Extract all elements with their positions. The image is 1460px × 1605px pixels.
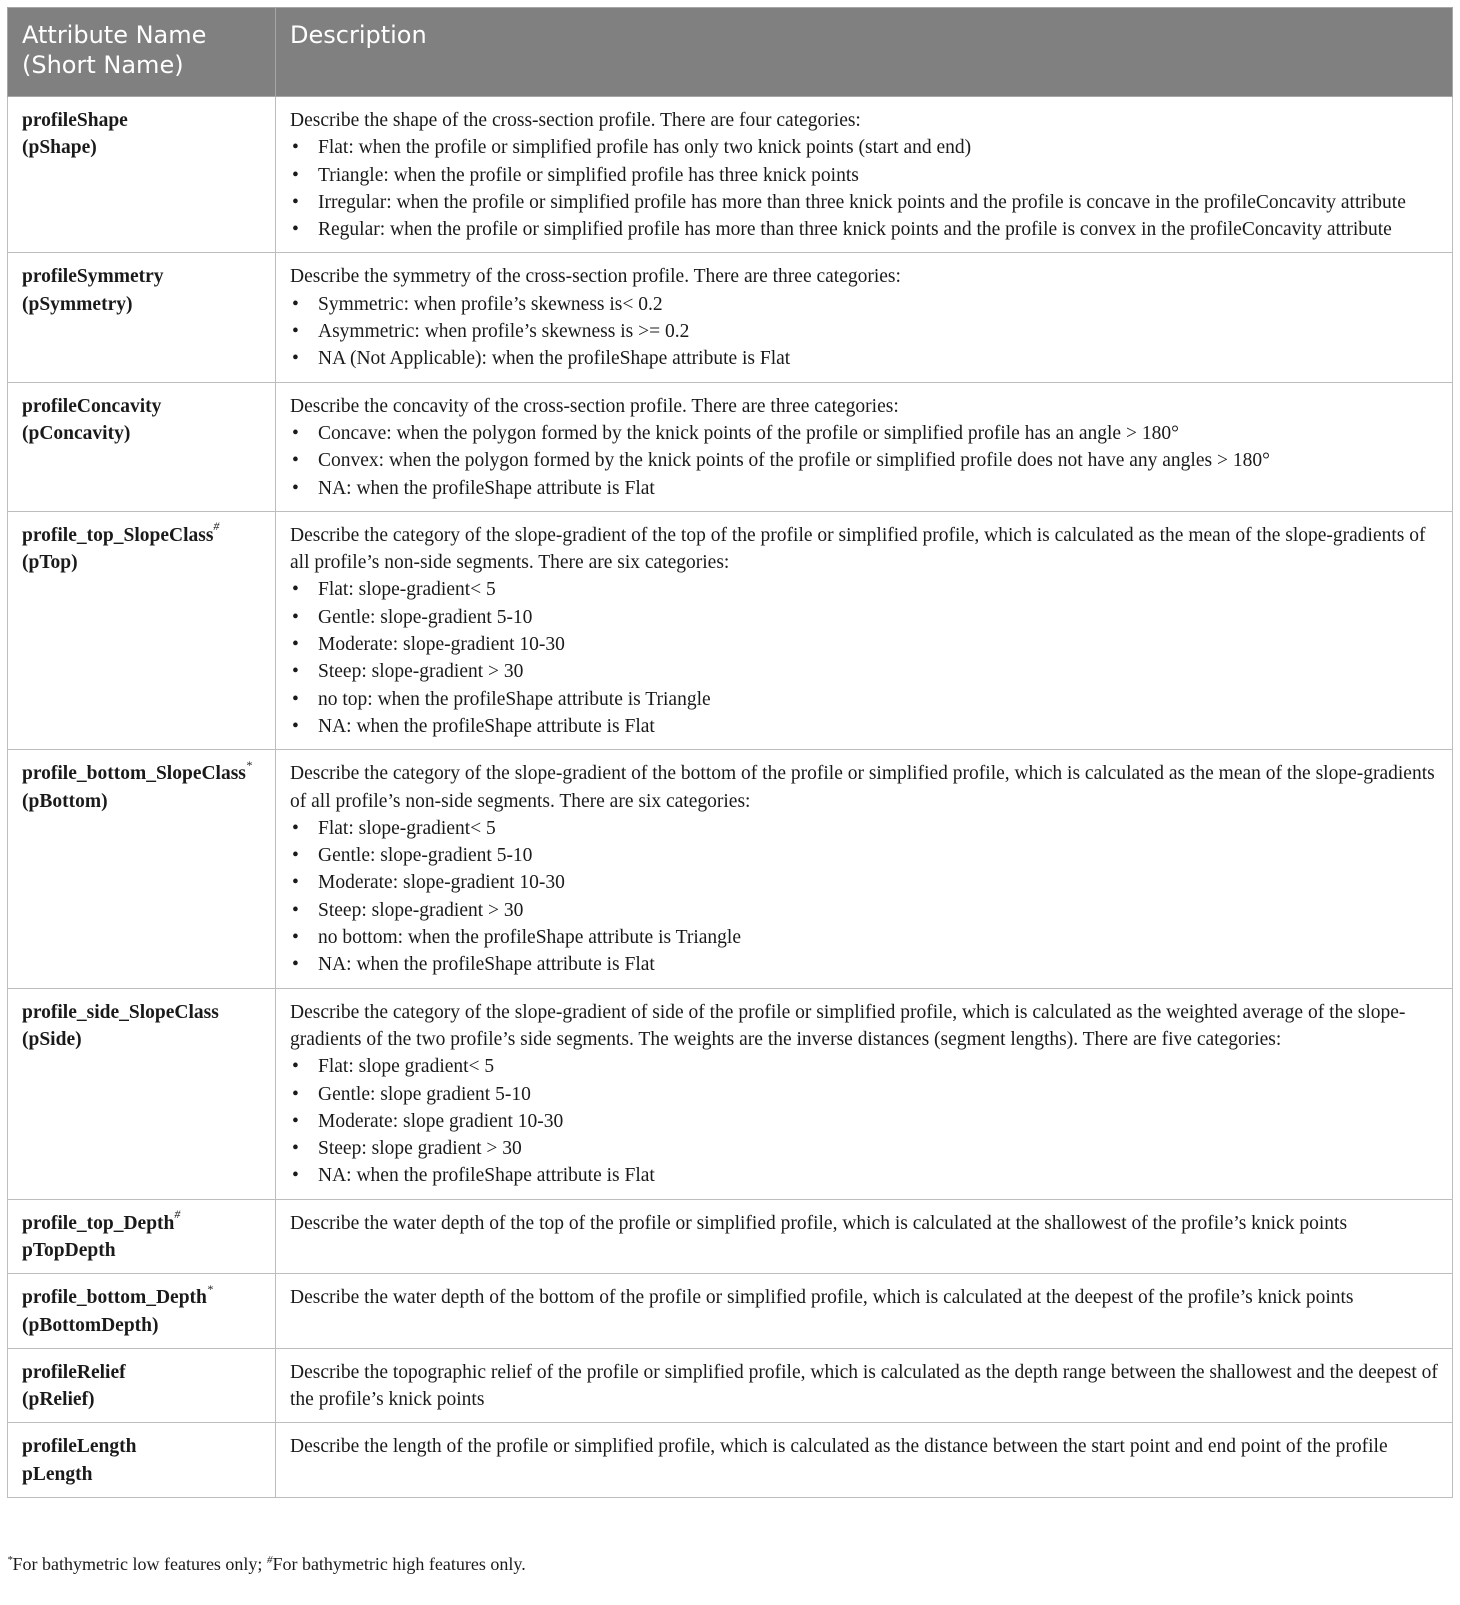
bullet-item	[290, 447, 1438, 474]
bullet-item	[290, 1053, 1438, 1080]
bullet-text: Flat: when the profile or simplified profile has only two knick points (start and end)	[318, 137, 972, 159]
bullet-dot-icon: •	[292, 899, 299, 921]
description-cell	[276, 253, 1453, 382]
bullet-dot-icon: •	[292, 634, 299, 656]
attribute-short-name: (pTop)	[22, 552, 78, 574]
attribute-name-cell	[8, 1199, 276, 1274]
bullet-item	[290, 345, 1438, 372]
bullet-item	[290, 631, 1438, 658]
attribute-name-line	[22, 107, 261, 134]
attribute-name: profileShape	[22, 110, 128, 131]
description-text: Describe the category of the slope-gradient of the bottom of the profile or simplified profile, which is calculated as the mean of the slope-gradients of all profile’s non-side segments. There are six categories:	[290, 763, 1435, 812]
attribute-name: profileSymmetry	[22, 266, 164, 288]
bullet-text: Steep: slope-gradient > 30	[318, 899, 524, 921]
attribute-name: profileConcavity	[22, 395, 162, 417]
attribute-name-line	[22, 999, 261, 1026]
table-row	[8, 511, 1453, 749]
table-row	[8, 1274, 1453, 1349]
description-cell	[276, 1348, 1453, 1423]
header-attribute-name: Attribute Name (Short Name)	[8, 8, 276, 97]
attribute-footnote-mark: #	[213, 519, 220, 534]
table-header	[8, 8, 1453, 97]
bullet-item	[290, 924, 1438, 951]
bullet-item	[290, 686, 1438, 713]
bullet-text: no bottom: when the profileShape attribute is Triangle	[318, 927, 741, 949]
table-row	[8, 1423, 1453, 1498]
attribute-name-line	[22, 393, 261, 420]
bullet-dot-icon: •	[292, 477, 299, 499]
description-text: Describe the category of the slope-gradient of side of the profile or simplified profile, which is calculated as the weighted average of the slope-gradients of the two profile’s side segments. The weights are the inverse distances (segment lengths). There are five categories:	[290, 1001, 1406, 1050]
bullet-dot-icon: •	[292, 1138, 299, 1160]
attribute-short-name: (pSymmetry)	[22, 293, 133, 315]
bullet-text: Convex: when the polygon formed by the knick points of the profile or simplified profile does not have any angles > 180°	[318, 450, 1270, 472]
table-row	[8, 750, 1453, 988]
attribute-short-name: (pBottomDepth)	[22, 1314, 159, 1336]
bullet-item	[290, 951, 1438, 978]
table-footnote	[7, 1552, 526, 1576]
table-row	[8, 1348, 1453, 1423]
attribute-table-container	[7, 7, 1452, 1498]
description-cell	[276, 988, 1453, 1199]
description-text: Describe the water depth of the top of the profile or simplified profile, which is calculated at the shallowest of the profile’s knick points	[290, 1212, 1348, 1234]
description-cell	[276, 1423, 1453, 1498]
attribute-short-name: (pShape)	[22, 137, 97, 159]
bullet-text: NA: when the profileShape attribute is Flat	[318, 477, 655, 499]
bullet-dot-icon: •	[292, 1110, 299, 1132]
attribute-name-cell	[8, 1423, 276, 1498]
attribute-name: profileLength	[22, 1436, 137, 1458]
description-text: Describe the symmetry of the cross-section profile. There are three categories:	[290, 266, 901, 288]
bullet-dot-icon: •	[292, 817, 299, 839]
attribute-name: profileRelief	[22, 1361, 126, 1383]
attribute-name-line	[22, 757, 261, 787]
bullet-dot-icon: •	[292, 219, 299, 241]
table-row	[8, 253, 1453, 382]
bullet-dot-icon: •	[292, 1165, 299, 1187]
bullet-item	[290, 216, 1438, 243]
footnote-hash-mark: #	[266, 1554, 273, 1566]
bullet-text: Triangle: when the profile or simplified profile has three knick points	[318, 164, 859, 186]
attribute-name-cell	[8, 97, 276, 253]
bullet-text: NA (Not Applicable): when the profileShape attribute is Flat	[318, 348, 791, 370]
bullet-item	[290, 475, 1438, 502]
attribute-name-cell	[8, 1274, 276, 1349]
bullet-text: Gentle: slope gradient 5-10	[318, 1083, 531, 1105]
table-row	[8, 1199, 1453, 1274]
bullet-dot-icon: •	[292, 348, 299, 370]
table-body	[8, 97, 1453, 1498]
description-cell	[276, 97, 1453, 253]
attribute-footnote-mark: #	[174, 1207, 181, 1222]
attribute-name-cell	[8, 511, 276, 749]
attribute-name-line	[22, 1359, 261, 1386]
bullet-item	[290, 189, 1438, 216]
bullet-text: NA: when the profileShape attribute is Flat	[318, 715, 655, 737]
bullet-text: Moderate: slope-gradient 10-30	[318, 634, 565, 656]
bullet-dot-icon: •	[292, 927, 299, 949]
bullet-item	[290, 658, 1438, 685]
bullet-dot-icon: •	[292, 688, 299, 710]
bullet-item	[290, 162, 1438, 189]
attribute-name-line	[22, 1433, 261, 1460]
attribute-name-cell	[8, 988, 276, 1199]
bullet-dot-icon: •	[292, 1056, 299, 1078]
bullet-dot-icon: •	[292, 164, 299, 186]
bullet-text: Irregular: when the profile or simplified profile has more than three knick points and the profile is concave in the profileConcavity attribute	[318, 191, 1406, 213]
bullet-item	[290, 842, 1438, 869]
bullet-item	[290, 576, 1438, 603]
bullet-text: Gentle: slope-gradient 5-10	[318, 606, 533, 628]
bullet-dot-icon: •	[292, 1083, 299, 1105]
footnote-hash-text: For bathymetric high features only.	[272, 1554, 526, 1574]
bullet-dot-icon: •	[292, 579, 299, 601]
attribute-short-name: (pConcavity)	[22, 422, 131, 444]
bullet-item	[290, 1135, 1438, 1162]
bullet-dot-icon: •	[292, 293, 299, 315]
description-cell	[276, 750, 1453, 988]
bullet-item	[290, 420, 1438, 447]
bullet-text: NA: when the profileShape attribute is Flat	[318, 954, 655, 976]
attribute-name: profile_bottom_SlopeClass	[22, 763, 246, 785]
bullet-text: Flat: slope-gradient< 5	[318, 817, 496, 839]
description-text: Describe the topographic relief of the profile or simplified profile, which is calculated as the depth range between the shallowest and the deepest of the profile’s knick points	[290, 1361, 1438, 1411]
bullet-item	[290, 869, 1438, 896]
bullet-text: Flat: slope-gradient< 5	[318, 579, 496, 601]
description-text: Describe the length of the profile or simplified profile, which is calculated as the distance between the start point and end point of the profile	[290, 1436, 1388, 1458]
header-description: Description	[276, 8, 1453, 97]
description-text: Describe the shape of the cross-section profile. There are four categories:	[290, 110, 861, 131]
bullet-text: Moderate: slope-gradient 10-30	[318, 872, 565, 894]
bullet-text: Asymmetric: when profile’s skewness is >= 0.2	[318, 321, 690, 343]
attribute-short-name: pLength	[22, 1463, 93, 1485]
bullet-dot-icon: •	[292, 606, 299, 628]
attribute-name-cell	[8, 1348, 276, 1423]
bullet-item	[290, 897, 1438, 924]
bullet-item	[290, 604, 1438, 631]
bullet-item	[290, 318, 1438, 345]
attribute-name-line	[22, 1207, 261, 1237]
attribute-name: profile_top_Depth	[22, 1212, 175, 1234]
bullet-item	[290, 1108, 1438, 1135]
bullet-text: Concave: when the polygon formed by the knick points of the profile or simplified profile has an angle > 180°	[318, 422, 1179, 444]
bullet-dot-icon: •	[292, 872, 299, 894]
description-cell	[276, 1274, 1453, 1349]
bullet-dot-icon: •	[292, 715, 299, 737]
bullet-dot-icon: •	[292, 321, 299, 343]
bullet-dot-icon: •	[292, 422, 299, 444]
bullet-text: no top: when the profileShape attribute is Triangle	[318, 688, 711, 710]
bullet-dot-icon: •	[292, 191, 299, 213]
description-cell	[276, 511, 1453, 749]
footnote-star-mark: *	[7, 1554, 13, 1566]
bullet-text: Gentle: slope-gradient 5-10	[318, 845, 533, 867]
bullet-item	[290, 134, 1438, 161]
attribute-table	[7, 7, 1453, 1498]
table-row	[8, 382, 1453, 511]
bullet-text: Regular: when the profile or simplified profile has more than three knick points and the profile is convex in the profileConcavity attribute	[318, 219, 1392, 241]
attribute-short-name: pTopDepth	[22, 1239, 116, 1261]
bullet-text: Steep: slope-gradient > 30	[318, 661, 524, 683]
bullet-dot-icon: •	[292, 661, 299, 683]
bullet-text: Steep: slope gradient > 30	[318, 1138, 522, 1160]
bullet-item	[290, 1162, 1438, 1189]
attribute-short-name: (pSide)	[22, 1028, 82, 1050]
attribute-name: profile_side_SlopeClass	[22, 1001, 219, 1023]
attribute-short-name: (pBottom)	[22, 790, 108, 812]
bullet-dot-icon: •	[292, 137, 299, 159]
attribute-name: profile_bottom_Depth	[22, 1287, 207, 1309]
bullet-item	[290, 1081, 1438, 1108]
bullet-text: Symmetric: when profile’s skewness is< 0.2	[318, 293, 663, 315]
bullet-item	[290, 713, 1438, 740]
attribute-name-line	[22, 1281, 261, 1311]
attribute-name: profile_top_SlopeClass	[22, 524, 214, 546]
attribute-footnote-mark: *	[206, 1281, 213, 1296]
description-text: Describe the category of the slope-gradient of the top of the profile or simplified profile, which is calculated as the mean of the slope-gradients of all profile’s non-side segments. There are six categories:	[290, 524, 1426, 574]
table-row	[8, 988, 1453, 1199]
bullet-item	[290, 291, 1438, 318]
attribute-name-line	[22, 519, 261, 549]
attribute-short-name: (pRelief)	[22, 1389, 95, 1411]
attribute-footnote-mark: *	[245, 757, 252, 772]
bullet-dot-icon: •	[292, 845, 299, 867]
bullet-text: Flat: slope gradient< 5	[318, 1056, 495, 1078]
description-cell	[276, 1199, 1453, 1274]
description-text: Describe the water depth of the bottom of the profile or simplified profile, which is calculated at the deepest of the profile’s knick points	[290, 1287, 1354, 1309]
bullet-text: Moderate: slope gradient 10-30	[318, 1110, 564, 1132]
description-cell	[276, 382, 1453, 511]
footnote-star-text: For bathymetric low features only;	[12, 1554, 267, 1574]
table-row	[8, 97, 1453, 253]
bullet-text: NA: when the profileShape attribute is Flat	[318, 1165, 655, 1187]
attribute-name-cell	[8, 750, 276, 988]
header-row	[8, 8, 1453, 97]
bullet-dot-icon: •	[292, 954, 299, 976]
description-text: Describe the concavity of the cross-section profile. There are three categories:	[290, 395, 899, 417]
attribute-name-cell	[8, 382, 276, 511]
attribute-name-cell	[8, 253, 276, 382]
bullet-dot-icon: •	[292, 450, 299, 472]
attribute-name-line	[22, 263, 261, 290]
bullet-item	[290, 815, 1438, 842]
